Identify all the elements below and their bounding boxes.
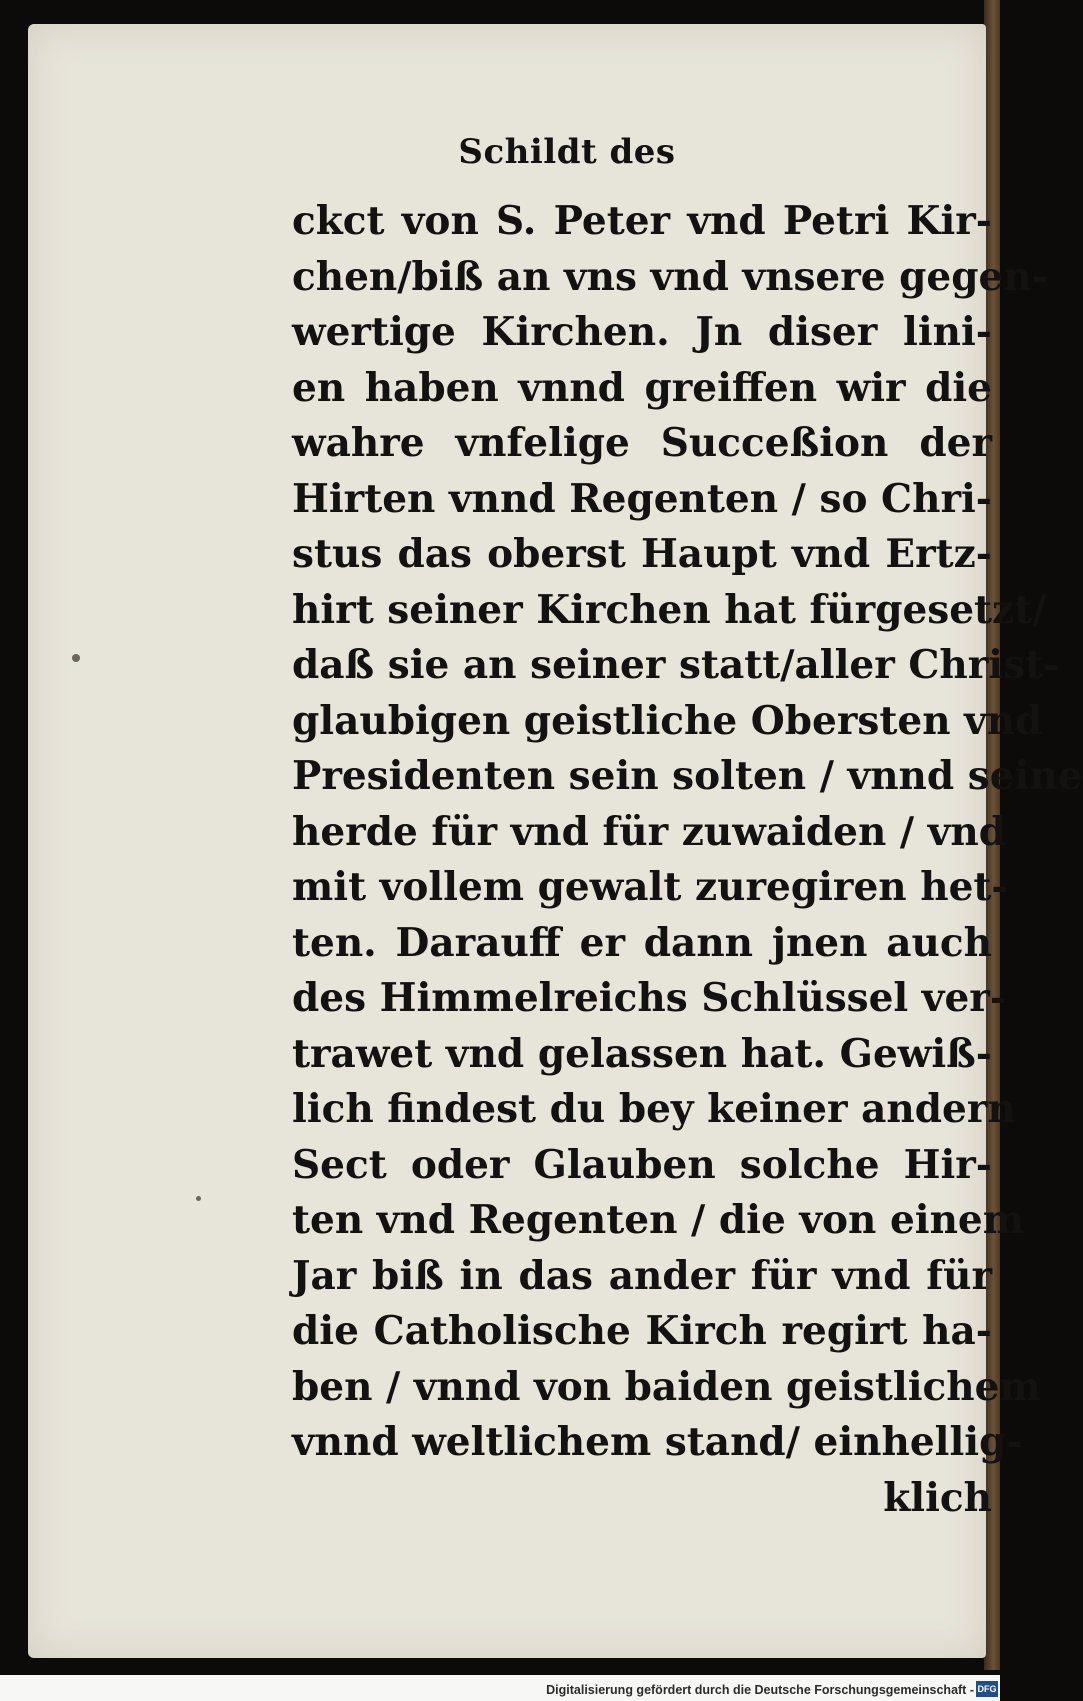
text-line: vnnd weltlichem stand/ einhellig- [292,1419,1023,1465]
text-line: trawet vnd gelassen hat. Gewiß- [292,1030,992,1077]
digitization-credit: Digitalisierung gefördert durch die Deutsche Forschungsgemeinschaft - [546,1683,974,1697]
text-line: herde für vnd für zuwaiden / vnd [292,808,1007,855]
text-line: des Himmelreichs Schlüssel ver- [292,975,1007,1021]
text-line: stus das oberst Haupt vnd Ertz- [292,531,992,577]
text-line: Sect oder Glauben solche Hir- [292,1141,992,1188]
book-page [28,24,1083,1658]
text-line: chen/biß an vns vnd vnsere gegen- [292,253,1048,300]
text-line: die Catholische Kirch regirt ha- [292,1308,992,1354]
text-line: mit vollem gewalt zuregiren het- [292,864,1008,910]
text-line: ben / vnnd von baiden geistlichem [292,1363,1041,1410]
text-line: wertige Kirchen. Jn diser lini- [292,309,992,355]
text-line: hirt seiner Kirchen hat fürgesetzt/ [292,586,1047,633]
text-line: lich findest du bey keiner andern [292,1086,1016,1132]
text-line: ckct von S. Peter vnd Petri Kir- [292,198,992,244]
text-line: Hirten vnnd Regenten / so Chri- [292,475,992,522]
text-line: wahre vnfelige Succeßion der [292,420,992,466]
text-line: en haben vnnd greiffen wir die [292,364,992,411]
paper-speck [196,1196,201,1201]
text-line: Jar biß in das ander für vnd für [292,1252,992,1299]
catchword: klich [883,1474,992,1521]
text-line: Presidenten sein solten / vnnd seine [292,753,1083,799]
text-line: daß sie an seiner statt/aller Christ- [292,642,1060,688]
text-block [292,194,1083,1526]
text-line: glaubigen geistliche Obersten vnd [292,697,1043,744]
running-head: Schildt des [458,132,676,172]
footer-bar [0,1675,1000,1701]
text-line: ten vnd Regenten / die von einem [292,1197,1025,1243]
text-line: ten. Darauff er dann jnen auch [292,919,992,966]
dfg-logo: DFG [976,1681,998,1697]
paper-speck [72,654,80,662]
